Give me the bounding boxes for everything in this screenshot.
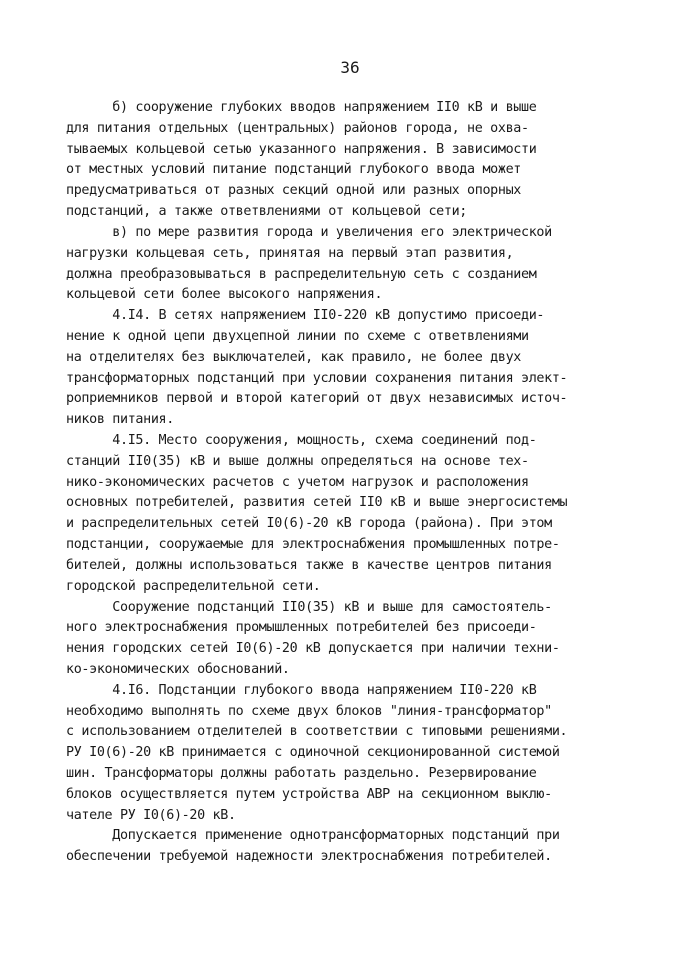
text-line: нагрузки кольцевая сеть, принятая на первый этап развития, xyxy=(66,245,514,261)
text-line: на отделителях без выключателей, как правило, не более двух xyxy=(66,349,521,365)
text-line: в) по мере развития города и увеличения его электрической xyxy=(66,224,552,240)
text-line: блоков осуществляется путем устройства АВР на секционном выклю- xyxy=(66,786,552,802)
text-line: 4.I6. Подстанции глубокого ввода напряжением II0-220 кВ xyxy=(66,682,537,698)
page-number: 36 xyxy=(340,58,360,77)
text-line: с использованием отделителей в соответствии с типовыми решениями. xyxy=(66,724,568,740)
body-text xyxy=(66,98,666,868)
text-line: от местных условий питание подстанций глубокого ввода может xyxy=(66,162,521,178)
text-line: Допускается применение однотрансформаторных подстанций при xyxy=(66,828,560,844)
text-line: ного электроснабжения промышленных потребителей без присоеди- xyxy=(66,620,537,636)
text-line: шин. Трансформаторы должны работать раздельно. Резервирование xyxy=(66,766,537,781)
text-line: предусматриваться от разных секций одной или разных опорных xyxy=(66,183,521,199)
text-line: нико-экономических расчетов с учетом нагрузок и расположения xyxy=(66,474,529,490)
text-line: роприемников первой и второй категорий от двух независимых источ- xyxy=(66,391,568,407)
text-line: основных потребителей, развития сетей II0 кВ и выше энергосистемы xyxy=(66,495,568,511)
text-line: для питания отдельных (центральных) районов города, не охва- xyxy=(66,120,529,136)
text-line: и распределительных сетей I0(6)-20 кВ города (района). При этом xyxy=(66,516,552,532)
text-line: городской распределительной сети. xyxy=(66,578,321,594)
text-line: нение к одной цепи двухцепной линии по схеме с ответвлениями xyxy=(66,328,529,344)
text-line: должна преобразовываться в распределительную сеть с созданием xyxy=(66,266,537,282)
text-line: б) сооружение глубоких вводов напряжением II0 кВ и выше xyxy=(66,100,537,115)
text-line: кольцевой сети более высокого напряжения. xyxy=(66,287,383,303)
text-line: подстанции, сооружаемые для электроснабжения промышленных потре- xyxy=(66,537,560,553)
text-line: Сооружение подстанций II0(35) кВ и выше для самостоятель- xyxy=(66,599,552,615)
text-line: ко-экономических обоснований. xyxy=(66,661,290,677)
text-line: обеспечении требуемой надежности электроснабжения потребителей. xyxy=(66,849,552,865)
text-line: нения городских сетей I0(6)-20 кВ допускается при наличии техни- xyxy=(66,641,560,657)
text-line: 4.I5. Место сооружения, мощность, схема соединений под- xyxy=(66,433,537,448)
text-line: подстанций, а также ответвлениями от кольцевой сети; xyxy=(66,204,468,220)
text-line: бителей, должны использоваться также в качестве центров питания xyxy=(66,557,552,573)
text-line: трансформаторных подстанций при условии сохранения питания элект- xyxy=(66,370,568,386)
text-line: 4.I4. В сетях напряжением II0-220 кВ допустимо присоеди- xyxy=(66,308,545,324)
text-line: станций II0(35) кВ и выше должны определяться на основе тех- xyxy=(66,453,529,469)
text-line: РУ I0(6)-20 кВ принимается с одиночной секционированной системой xyxy=(66,745,560,761)
text-line: чателе РУ I0(6)-20 кВ. xyxy=(66,807,236,823)
text-line: необходимо выполнять по схеме двух блоков "линия-трансформатор" xyxy=(66,703,552,719)
text-line: ников питания. xyxy=(66,412,174,428)
text-line: тываемых кольцевой сетью указанного напряжения. В зависимости xyxy=(66,141,537,157)
